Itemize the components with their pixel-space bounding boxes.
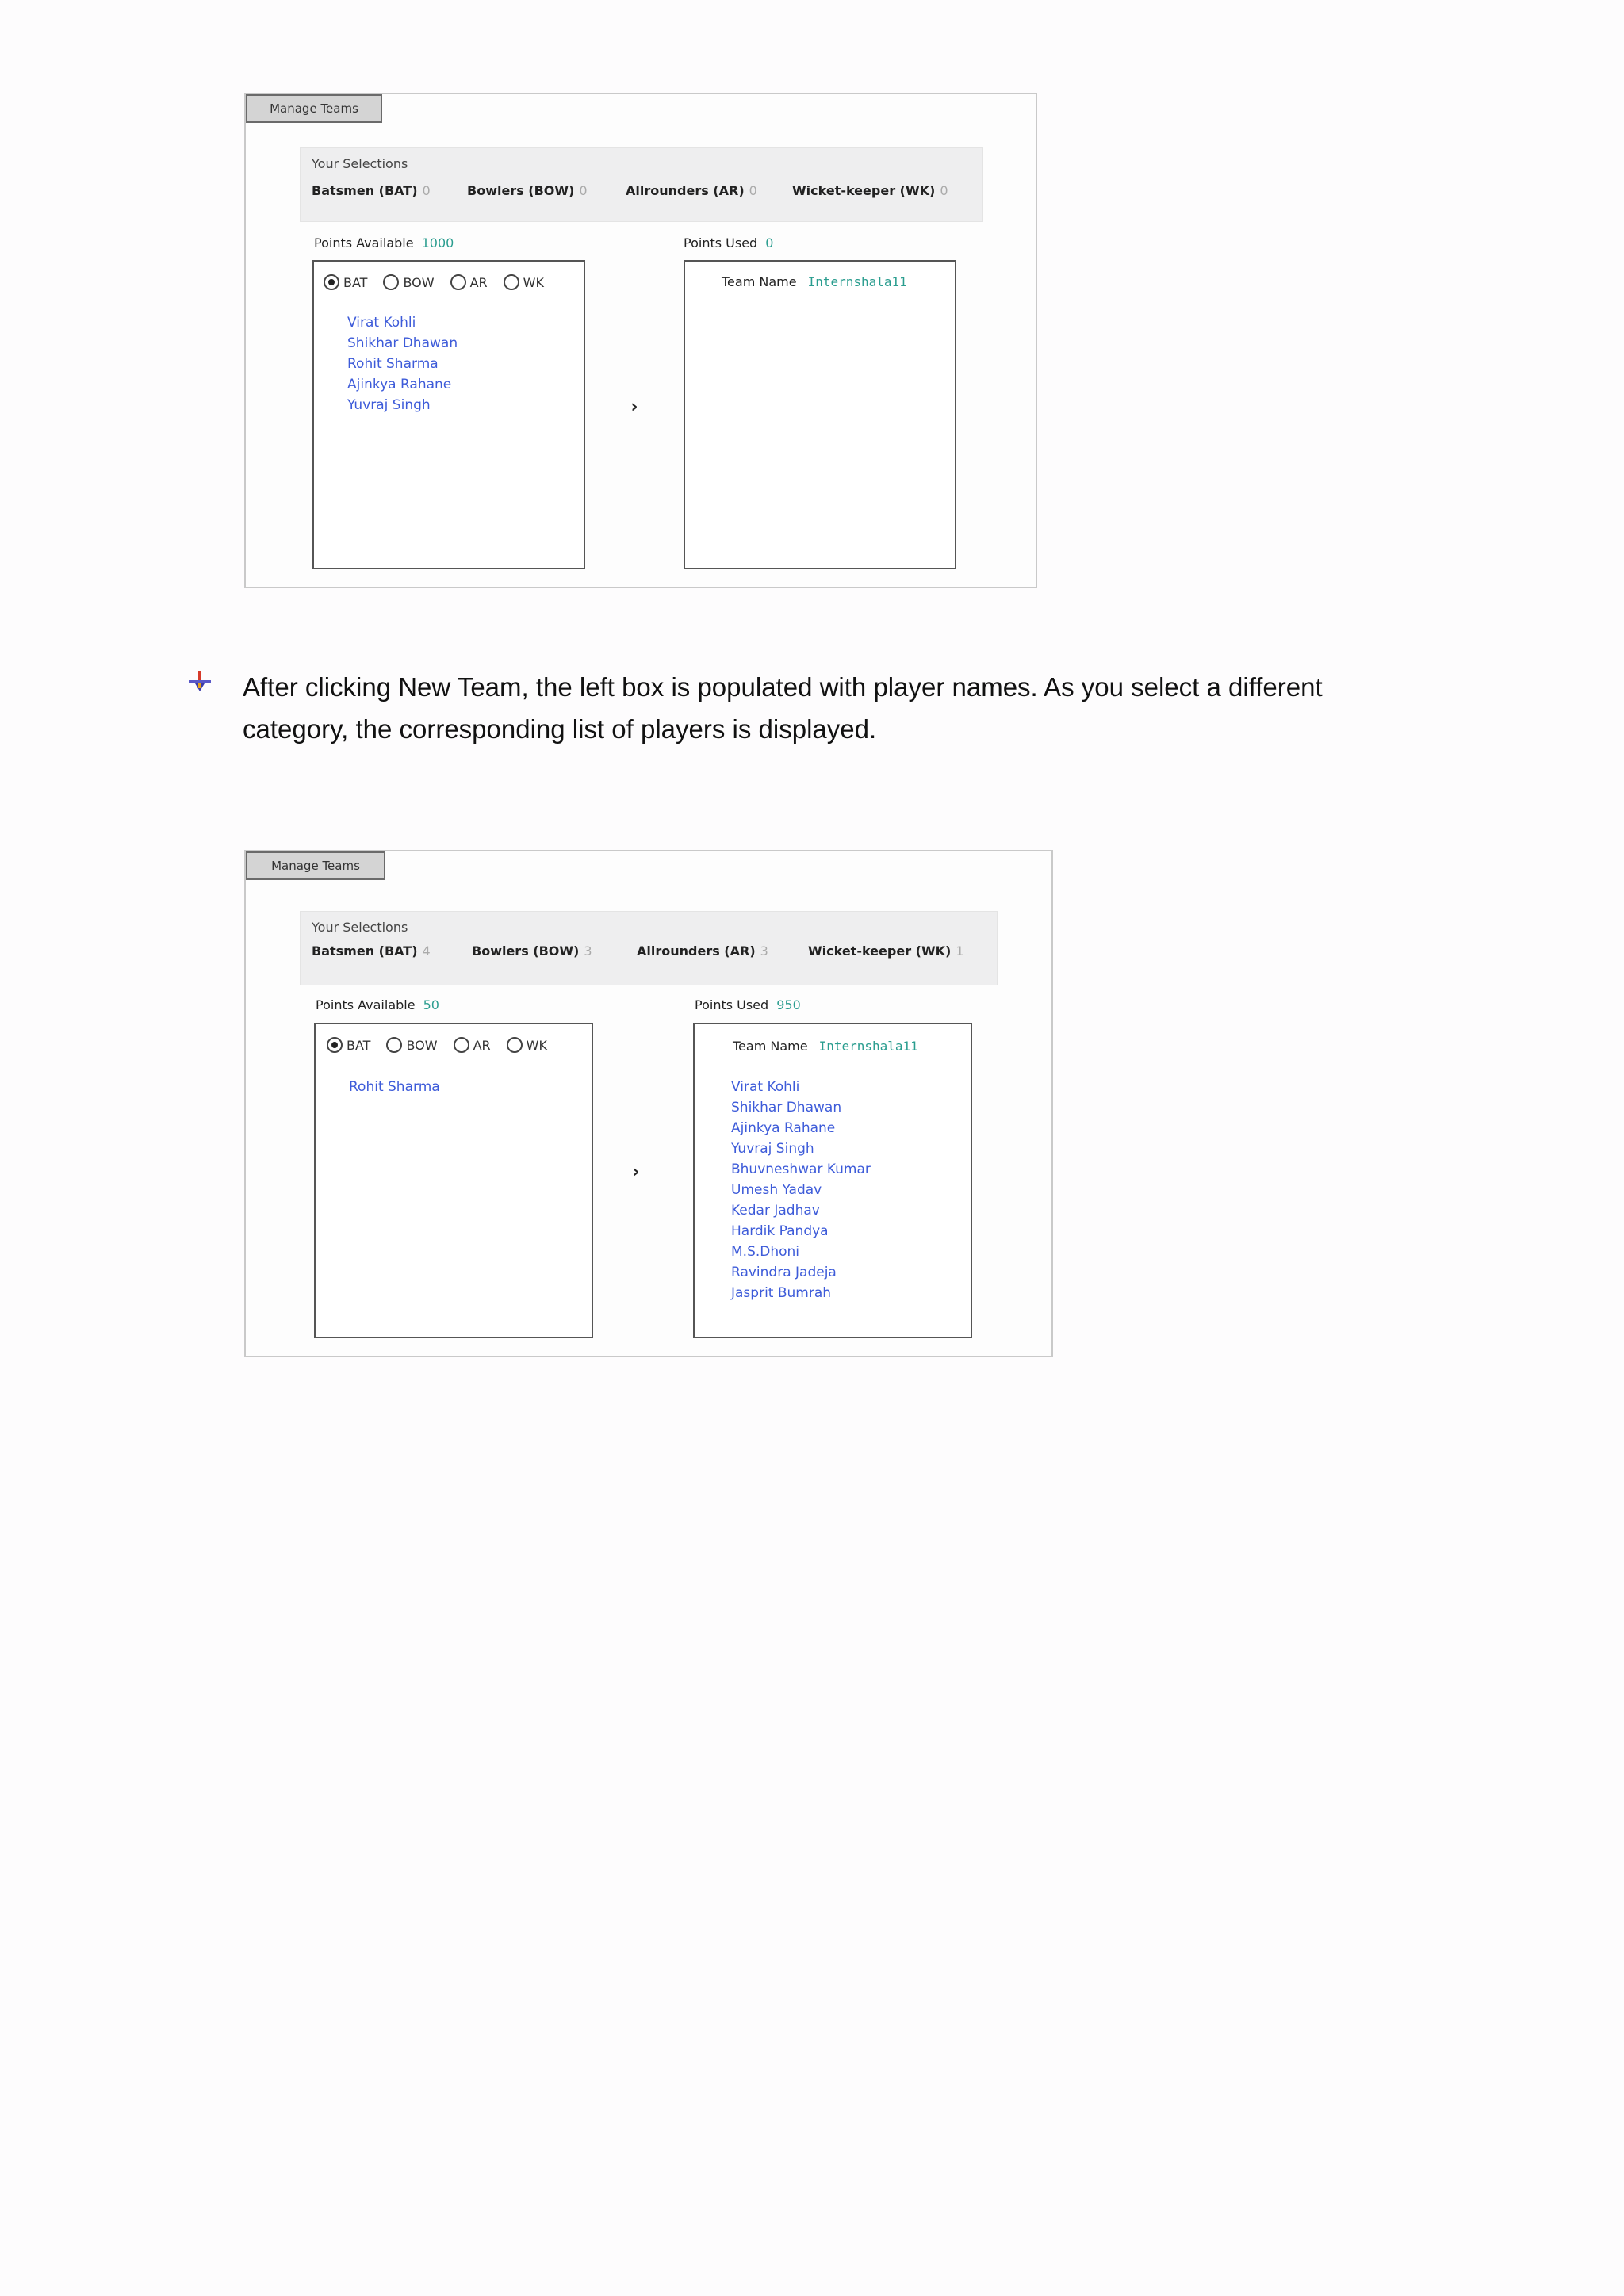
batsmen-value: 0: [422, 183, 431, 198]
team-player-item[interactable]: Umesh Yadav: [731, 1182, 822, 1198]
points-available: [314, 235, 454, 251]
manage-teams-mockup-2: [244, 850, 1053, 1357]
team-name: [722, 274, 907, 289]
radio-bow-label: BOW: [403, 274, 435, 290]
bowlers-value: 0: [579, 183, 588, 198]
points-used-value: 950: [776, 997, 801, 1012]
player-item[interactable]: Ajinkya Rahane: [347, 377, 452, 392]
radio-circle-icon: [327, 1037, 343, 1053]
radio-bow[interactable]: [383, 274, 434, 290]
team-player-item[interactable]: Bhuvneshwar Kumar: [731, 1161, 871, 1177]
points-used: [695, 997, 801, 1012]
add-player-arrow-button[interactable]: ›: [632, 1162, 640, 1182]
radio-wk[interactable]: [507, 1037, 547, 1053]
wicketkeeper-value: 1: [956, 943, 964, 959]
team-player-item[interactable]: Hardik Pandya: [731, 1223, 829, 1239]
manage-teams-mockup-1: [244, 93, 1037, 588]
wicketkeeper-value: 0: [940, 183, 948, 198]
description-line-2: category, the corresponding list of players is displayed.: [243, 714, 877, 744]
wicketkeeper-label: Wicket-keeper (WK): [808, 943, 952, 959]
team-player-item[interactable]: Ravindra Jadeja: [731, 1265, 837, 1280]
radio-wk-label: WK: [523, 274, 544, 290]
player-item[interactable]: Rohit Sharma: [347, 356, 439, 372]
team-name-value: Internshala11: [807, 274, 907, 289]
radio-ar-label: AR: [469, 274, 488, 290]
radio-circle-icon: [454, 1037, 469, 1053]
team-player-item[interactable]: Yuvraj Singh: [731, 1141, 814, 1157]
team-name-value: Internshala11: [818, 1039, 918, 1054]
team-player-item[interactable]: Ajinkya Rahane: [731, 1120, 836, 1136]
points-available-label: Points Available: [316, 997, 416, 1012]
batsmen-label: Batsmen (BAT): [312, 183, 418, 198]
radio-bat[interactable]: [327, 1037, 370, 1053]
team-player-item[interactable]: Jasprit Bumrah: [731, 1285, 832, 1301]
allrounders-value: 3: [760, 943, 768, 959]
points-used: [684, 235, 773, 251]
allrounders-count: [626, 183, 757, 198]
points-used-label: Points Used: [684, 235, 758, 251]
allrounders-label: Allrounders (AR): [626, 183, 745, 198]
radio-ar[interactable]: [450, 274, 488, 290]
radio-ar-label: AR: [473, 1037, 491, 1053]
points-available: [316, 997, 439, 1012]
team-name: [733, 1039, 918, 1054]
radio-bow[interactable]: [386, 1037, 437, 1053]
add-player-arrow-button[interactable]: ›: [630, 397, 638, 417]
your-selections-title: Your Selections: [312, 920, 408, 935]
category-radio-group: [324, 274, 560, 290]
allrounders-label: Allrounders (AR): [637, 943, 756, 959]
allrounders-value: 0: [749, 183, 757, 198]
bowlers-label: Bowlers (BOW): [472, 943, 580, 959]
player-item[interactable]: Virat Kohli: [347, 315, 416, 331]
team-player-item[interactable]: Virat Kohli: [731, 1079, 800, 1095]
category-radio-group: [327, 1037, 563, 1053]
arrow-down-bullet-icon: [189, 671, 211, 693]
your-selections-panel: [300, 147, 983, 222]
team-players-list: [731, 1077, 871, 1303]
radio-bat-label: BAT: [343, 274, 368, 290]
description-line-1: After clicking New Team, the left box is populated with player names. As you select a different: [243, 672, 1323, 702]
batsmen-label: Batsmen (BAT): [312, 943, 418, 959]
batsmen-count: [312, 183, 431, 198]
radio-bat[interactable]: [324, 274, 367, 290]
batsmen-count: [312, 943, 431, 959]
available-players-list: [349, 1077, 440, 1097]
team-player-item[interactable]: M.S.Dhoni: [731, 1244, 800, 1260]
batsmen-value: 4: [422, 943, 431, 959]
wicketkeeper-count: [792, 183, 948, 198]
points-used-label: Points Used: [695, 997, 769, 1012]
player-item[interactable]: Rohit Sharma: [349, 1079, 440, 1095]
radio-ar[interactable]: [454, 1037, 491, 1053]
radio-bat-label: BAT: [347, 1037, 371, 1053]
manage-teams-tab[interactable]: Manage Teams: [246, 94, 382, 123]
team-name-label: Team Name: [722, 274, 797, 289]
allrounders-count: [637, 943, 768, 959]
bowlers-count: [467, 183, 588, 198]
radio-circle-icon: [450, 274, 466, 290]
points-available-label: Points Available: [314, 235, 414, 251]
radio-wk[interactable]: [504, 274, 544, 290]
team-player-item[interactable]: Shikhar Dhawan: [731, 1100, 842, 1115]
manage-teams-tab[interactable]: Manage Teams: [246, 851, 385, 880]
radio-circle-icon: [507, 1037, 523, 1053]
radio-wk-label: WK: [526, 1037, 547, 1053]
points-available-value: 50: [423, 997, 439, 1012]
radio-circle-icon: [386, 1037, 402, 1053]
points-used-value: 0: [765, 235, 774, 251]
wicketkeeper-count: [808, 943, 964, 959]
team-player-item[interactable]: Kedar Jadhav: [731, 1203, 820, 1219]
radio-bow-label: BOW: [406, 1037, 438, 1053]
your-selections-panel: [300, 911, 998, 985]
player-item[interactable]: Shikhar Dhawan: [347, 335, 458, 351]
points-available-value: 1000: [421, 235, 454, 251]
bowlers-count: [472, 943, 592, 959]
player-item[interactable]: Yuvraj Singh: [347, 397, 431, 413]
your-selections-title: Your Selections: [312, 156, 408, 171]
team-name-label: Team Name: [733, 1039, 808, 1054]
available-players-box: [314, 1023, 593, 1338]
available-players-box: [312, 260, 585, 569]
description-text: [243, 666, 1464, 750]
bowlers-label: Bowlers (BOW): [467, 183, 575, 198]
bowlers-value: 3: [584, 943, 592, 959]
radio-circle-icon: [383, 274, 399, 290]
wicketkeeper-label: Wicket-keeper (WK): [792, 183, 936, 198]
team-box: [693, 1023, 972, 1338]
available-players-list: [347, 312, 458, 415]
team-box: [684, 260, 956, 569]
radio-circle-icon: [504, 274, 519, 290]
radio-circle-icon: [324, 274, 339, 290]
